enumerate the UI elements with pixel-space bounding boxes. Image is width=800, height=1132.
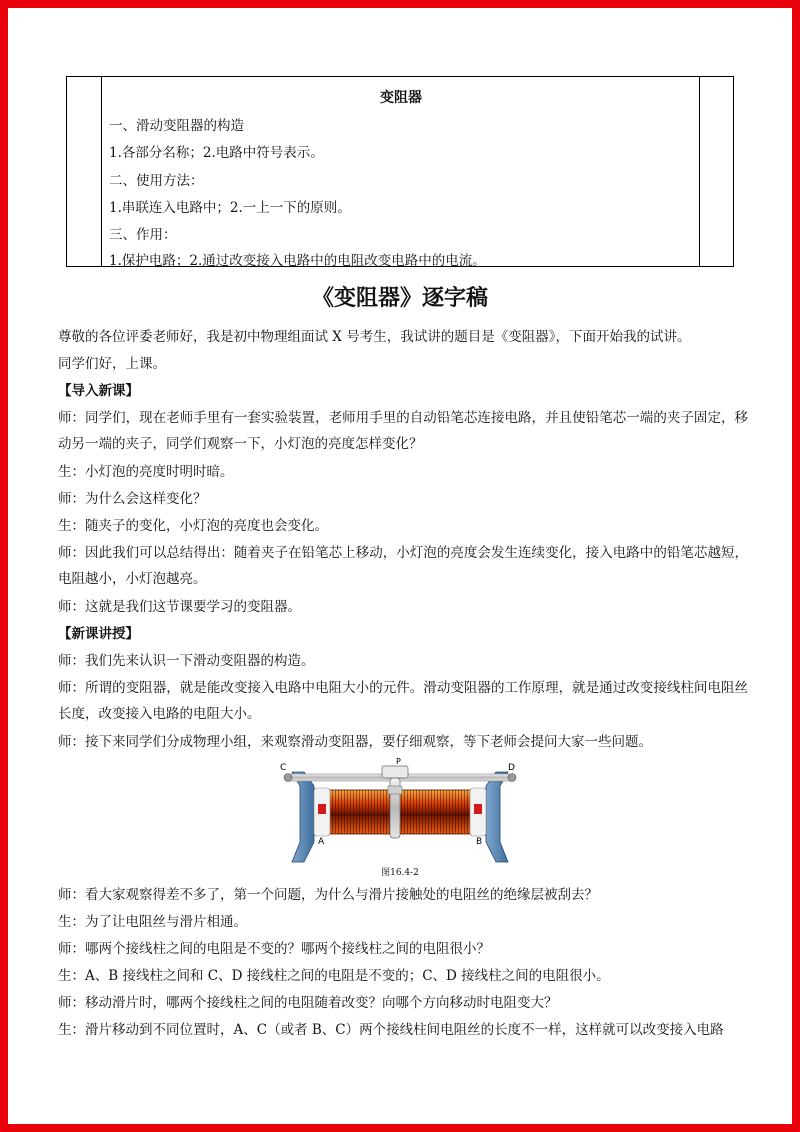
paragraph: 师：我们先来认识一下滑动变阻器的构造。: [58, 653, 315, 669]
terminal-label-d: D: [508, 763, 515, 773]
board-line: 一、滑动变阻器的构造: [109, 118, 244, 134]
paragraph: 师：这就是我们这节课要学习的变阻器。: [58, 599, 301, 615]
paragraph: 生：小灯泡的亮度时明时暗。: [58, 464, 234, 480]
section-heading-new-lesson: 【新课讲授】: [58, 626, 139, 642]
paragraph: 师：同学们，现在老师手里有一套实验装置，老师用手里的自动铅笔芯连接电路，并且使铅笔芯一端的夹子固定，移动另一端的夹子，同学们观察一下，小灯泡的亮度怎样变化？: [58, 410, 748, 452]
terminal-label-a: A: [318, 837, 325, 847]
board-line: 1.各部分名称；2.电路中符号表示。: [109, 145, 324, 161]
paragraph: 同学们好，上课。: [58, 356, 166, 372]
table-divider-left: [101, 77, 102, 266]
paragraph: 生：A、B 接线柱之间和 C、D 接线柱之间的电阻是不变的；C、D 接线柱之间的电阻很小。: [58, 968, 610, 984]
terminal-label-b: B: [476, 837, 483, 847]
paragraph: 生：滑片移动到不同位置时，A、C（或者 B、C）两个接线柱间电阻丝的长度不一样，这样就可以改变接入电路: [58, 1022, 724, 1038]
paragraph: 师：看大家观察得差不多了，第一个问题，为什么与滑片接触处的电阻丝的绝缘层被刮去？: [58, 887, 598, 903]
table-divider-right: [699, 77, 700, 266]
board-line: 二、使用方法：: [109, 173, 204, 189]
rheostat-illustration: [270, 756, 530, 864]
paragraph: 尊敬的各位评委老师好，我是初中物理组面试 X 号考生，我试讲的题目是《变阻器》，下面开始我的试讲。: [58, 329, 691, 345]
document-title: 《变阻器》逐字稿: [311, 286, 488, 311]
paragraph: 生：为了让电阻丝与滑片相通。: [58, 914, 247, 930]
board-line: 三、作用：: [109, 227, 177, 243]
section-heading-intro: 【导入新课】: [58, 383, 139, 399]
paragraph: 师：因此我们可以总结得出：随着夹子在铅笔芯上移动，小灯泡的亮度会发生连续变化，接入电路中的铅笔芯越短，电阻越小，小灯泡越亮。: [58, 545, 748, 587]
paragraph: 生：随夹子的变化，小灯泡的亮度也会变化。: [58, 518, 328, 534]
paragraph: 师：移动滑片时，哪两个接线柱之间的电阻随着改变？向哪个方向移动时电阻变大？: [58, 995, 558, 1011]
paragraph: 师：所谓的变阻器，就是能改变接入电路中电阻大小的元件。滑动变阻器的工作原理，就是通过改变接线柱间电阻丝长度，改变接入电路的电阻大小。: [58, 680, 748, 722]
blackboard-design-table: [66, 76, 734, 267]
board-title: 变阻器: [380, 90, 422, 106]
paragraph: 师：接下来同学们分成物理小组，来观察滑动变阻器，要仔细观察，等下老师会提问大家一些问题。: [58, 734, 652, 750]
figure-caption: 图16.4-2: [381, 868, 419, 878]
slider-label-p: P: [396, 757, 401, 766]
paragraph: 师：为什么会这样变化？: [58, 491, 207, 507]
paragraph: 师：哪两个接线柱之间的电阻是不变的？哪两个接线柱之间的电阻很小？: [58, 941, 490, 957]
board-line: 1.保护电路；2.通过改变接入电路中的电阻改变电路中的电流。: [109, 253, 486, 269]
board-line: 1.串联连入电路中；2.一上一下的原则。: [109, 200, 351, 216]
terminal-label-c: C: [280, 763, 287, 773]
rheostat-figure: [270, 756, 530, 878]
